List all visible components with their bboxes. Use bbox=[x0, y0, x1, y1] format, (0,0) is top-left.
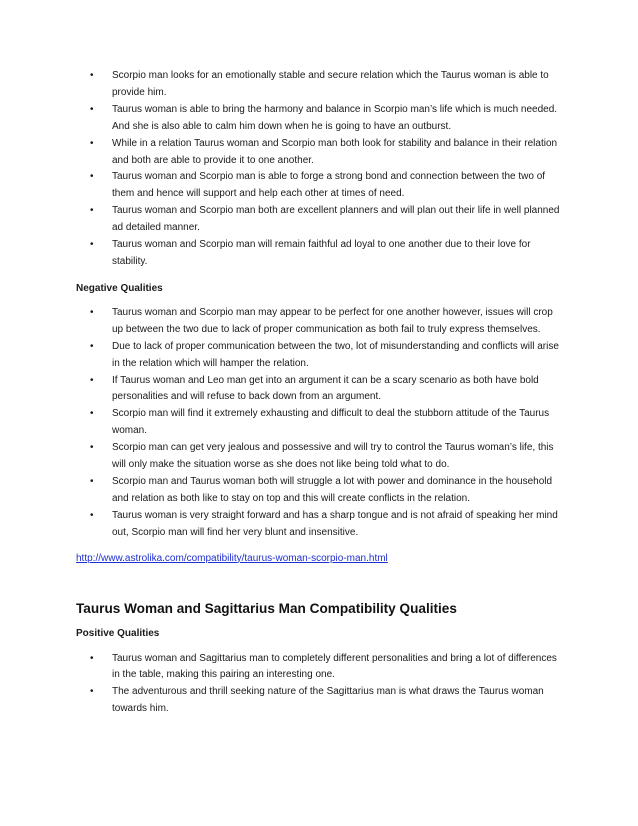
list-item: • Taurus woman is very straight forward and has a sharp tongue and is not afraid of speaking her mind out, Scorpio man will find her very blunt and insensitive. bbox=[90, 509, 558, 538]
list-item: • Taurus woman and Scorpio man both are excellent planners and will plan out their life in well planned ad detailed manner. bbox=[90, 205, 560, 234]
list-item: • Taurus woman and Scorpio man is able to forge a strong bond and connection between the two of them and hence will support and help each other at times of need. bbox=[90, 171, 546, 200]
bullet: • bbox=[90, 374, 94, 386]
scorpio-negative-list bbox=[76, 305, 566, 542]
list-item: • Due to lack of proper communication between the two, lot of misunderstanding and conflicts will arise in the relation which will hamper the relation. bbox=[90, 340, 559, 369]
bullet: • bbox=[90, 652, 94, 664]
bullet: • bbox=[90, 171, 94, 183]
bullet: • bbox=[90, 475, 94, 487]
sagittarius-positive-list bbox=[76, 651, 566, 719]
bullet: • bbox=[90, 442, 94, 454]
bullet: • bbox=[90, 205, 94, 217]
list-item: • Scorpio man can get very jealous and possessive and will try to control the Taurus woman’s life, this will only make the situation worse as she does not like being told what to do. bbox=[90, 442, 554, 471]
list-item: • While in a relation Taurus woman and Scorpio man both look for stability and balance in their relation and both are able to provide it to one another. bbox=[90, 137, 558, 166]
document-content bbox=[76, 68, 566, 718]
list-item: • Taurus woman is able to bring the harmony and balance in Scorpio man’s life which is much needed. And she is also able to calm him down when he is going to have an outburst. bbox=[90, 103, 558, 132]
bullet: • bbox=[90, 509, 94, 521]
bullet: • bbox=[90, 340, 94, 352]
bullet: • bbox=[90, 686, 94, 698]
list-item: • Taurus woman and Scorpio man may appear to be perfect for one another however, issues will crop up between the two due to lack of proper communication as both fail to truly express themselves. bbox=[90, 306, 553, 335]
list-item: • Taurus woman and Scorpio man will remain faithful ad loyal to one another due to their love for stability. bbox=[90, 239, 531, 267]
list-item: • Scorpio man and Taurus woman both will struggle a lot with power and dominance in the household and relation as both like to stay on top and this will create conflicts in the relation. bbox=[90, 475, 553, 504]
source-link[interactable]: http://www.astrolika.com/compatibility/taurus-woman-scorpio-man.html bbox=[76, 552, 388, 564]
list-item: • Scorpio man will find it extremely exhausting and difficult to deal the stubborn attitude of the Taurus woman. bbox=[90, 408, 550, 437]
list-item: • If Taurus woman and Leo man get into an argument it can be a scary scenario as both have bold personalities and will refuse to back down from an argument. bbox=[90, 374, 539, 403]
list-item: • The adventurous and thrill seeking nature of the Sagittarius man is what draws the Taurus woman towards him. bbox=[90, 686, 544, 715]
bullet: • bbox=[90, 408, 94, 420]
list-item: • Taurus woman and Sagittarius man to completely different personalities and bring a lot of differences in the table, making this pairing an interesting one. bbox=[90, 652, 557, 681]
scorpio-positive-list bbox=[76, 68, 566, 271]
negative-qualities-heading: Negative Qualities bbox=[76, 282, 163, 294]
bullet: • bbox=[90, 239, 94, 251]
section-title: Taurus Woman and Sagittarius Man Compatibility Qualities bbox=[76, 600, 457, 616]
bullet: • bbox=[90, 70, 94, 81]
list-item: • Scorpio man looks for an emotionally stable and secure relation which the Taurus woman is able to provide him. bbox=[90, 70, 549, 98]
bullet: • bbox=[90, 103, 94, 115]
bullet: • bbox=[90, 306, 94, 318]
positive-qualities-heading: Positive Qualities bbox=[76, 627, 160, 639]
bullet: • bbox=[90, 137, 94, 149]
